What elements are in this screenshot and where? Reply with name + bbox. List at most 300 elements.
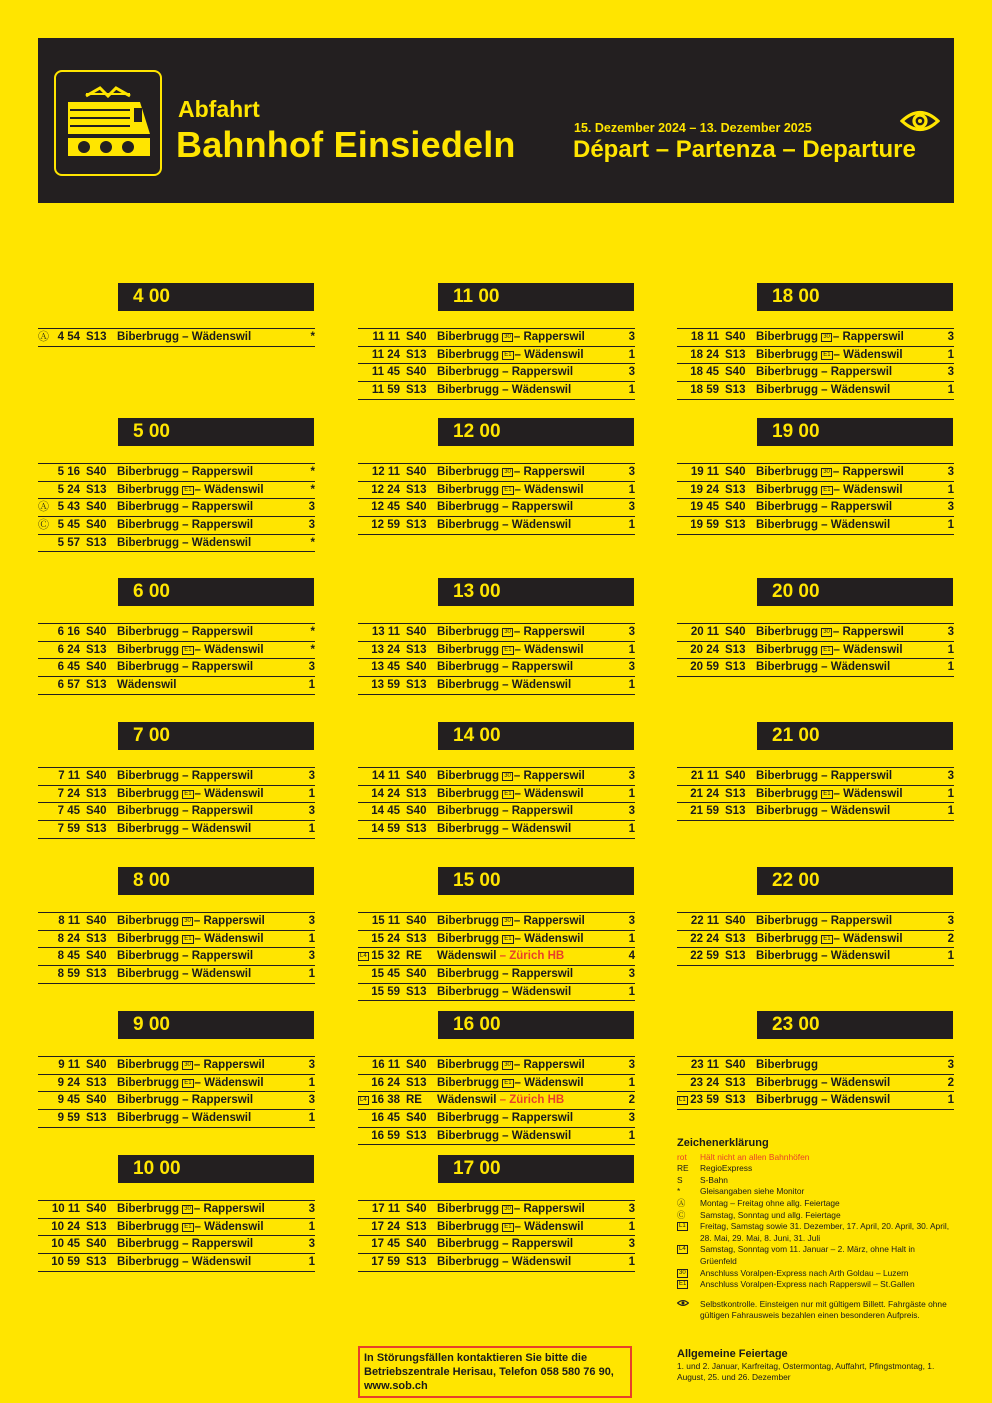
platform: 3 [308, 661, 315, 674]
departure-time: 10 24 [51, 1220, 80, 1233]
destination-text: Biberbrugg [117, 932, 179, 945]
platform: * [310, 643, 315, 656]
departure-time: 14 24 [371, 787, 400, 800]
departure-time: 22 24 [690, 932, 719, 945]
destination-text: Biberbrugg – Rapperswil [437, 805, 574, 818]
destination-text: Biberbrugg [437, 1220, 499, 1233]
train-line: S40 [86, 1203, 107, 1215]
destination [117, 482, 264, 499]
legend-eye-text: Selbstkontrolle. Einsteigen nur mit gültigem Billett. Fahrgäste ohne gültigen Fahrausweis bezahlen einen besonderen Aufpreis. [700, 1298, 947, 1321]
departure-list [677, 463, 954, 535]
hour-label: 10 00 [118, 1155, 314, 1183]
destination-text: Biberbrugg [437, 483, 499, 496]
train-line: S13 [725, 519, 746, 532]
platform: 3 [947, 770, 954, 782]
destination [117, 948, 253, 965]
departure-row [358, 364, 635, 382]
connection-symbol-icon: E1 [184, 1079, 192, 1086]
departure-row [38, 913, 315, 931]
departure-time: 20 24 [690, 643, 719, 656]
hour-label: 17 00 [438, 1155, 634, 1183]
departure-time: 5 57 [57, 536, 80, 549]
destination-text: Biberbrugg – Rapperswil [117, 519, 254, 532]
destination-text-2: – Wädenswil [833, 787, 903, 800]
destination [756, 913, 892, 930]
departure-row [358, 1219, 635, 1237]
legend-item [677, 1279, 957, 1291]
train-line: S40 [86, 805, 107, 818]
departure-time: 10 11 [51, 1203, 80, 1215]
connection-symbol-icon: E1 [504, 646, 512, 653]
departure-row [358, 624, 635, 642]
destination-text: Biberbrugg [117, 915, 179, 927]
train-line: S13 [86, 679, 107, 692]
legend-key [677, 1244, 700, 1256]
destination [117, 659, 253, 676]
destination [117, 1201, 265, 1218]
disruption-notice: In Störungsfällen kontaktieren Sie bitte die Betriebszentrale Herisau, Telefon 058 580 76 90, www.sob.ch [358, 1346, 632, 1398]
destination-text: Biberbrugg – Rapperswil [437, 968, 574, 981]
departure-row [358, 482, 635, 500]
destination-text-2: – Rapperswil [832, 466, 904, 478]
train-line: S40 [406, 1238, 427, 1251]
departure-time: 12 45 [371, 501, 400, 514]
departure-time: 5 43 [57, 501, 80, 514]
hour-label: 12 00 [438, 418, 634, 446]
destination [117, 517, 253, 534]
departure-row [677, 913, 954, 931]
departure-time: 11 24 [371, 348, 400, 361]
legend-item [677, 1221, 957, 1244]
destination [756, 624, 904, 641]
platform: 3 [308, 1203, 315, 1215]
departure-time: 12 59 [371, 519, 400, 532]
destination-text: Biberbrugg [437, 1203, 499, 1215]
departure-time: 10 59 [51, 1256, 80, 1269]
destination-text: Biberbrugg – Wädenswil [756, 950, 891, 963]
destination-text: Biberbrugg [117, 787, 179, 800]
departure-row [38, 464, 315, 482]
destination [437, 948, 564, 965]
departure-row [38, 1254, 315, 1272]
train-line: S40 [406, 1112, 427, 1125]
connection-symbol-icon: 30 [504, 1206, 511, 1212]
train-logo-icon [54, 70, 162, 176]
destination-text: Biberbrugg – Wädenswil [117, 968, 252, 981]
departure-time: 7 45 [57, 805, 80, 818]
destination [756, 347, 903, 364]
train-line: S13 [86, 483, 107, 496]
destination-text: Biberbrugg – Wädenswil [117, 823, 252, 836]
destination [117, 1092, 253, 1109]
departure-row [358, 786, 635, 804]
platform: 3 [628, 1203, 635, 1215]
destination-text-2: – Wädenswil [833, 932, 903, 945]
legend-key [677, 1268, 700, 1280]
departure-list [677, 912, 954, 966]
departure-time: 19 11 [690, 466, 719, 478]
destination-red-text: – Zürich HB [499, 1094, 565, 1107]
departure-list [358, 912, 635, 1001]
departure-row [38, 1236, 315, 1254]
train-line: S13 [406, 679, 427, 692]
connection-symbol-icon: 30 [823, 629, 830, 635]
departure-time: 17 59 [371, 1256, 400, 1269]
legend-value: Anschluss Voralpen-Express nach Arth Goldau – Luzern [700, 1267, 909, 1278]
departure-row [358, 984, 635, 1002]
departure-row [38, 329, 315, 347]
train-line: S40 [725, 915, 746, 927]
departure-time: 8 24 [57, 932, 80, 945]
departure-time: 22 11 [690, 915, 719, 927]
departure-time: 6 16 [57, 626, 80, 638]
departure-row [358, 768, 635, 786]
departure-row [358, 499, 635, 517]
platform: 1 [947, 384, 954, 397]
destination [117, 499, 253, 516]
train-line: S13 [86, 1076, 107, 1089]
destination [437, 1057, 585, 1074]
train-line: S13 [725, 1076, 746, 1089]
destination-text: Biberbrugg [437, 331, 499, 343]
destination [756, 1057, 818, 1074]
legend-value: Montag – Freitag ohne allg. Feiertage [700, 1197, 840, 1208]
train-line: S40 [86, 770, 107, 782]
train-line: S13 [86, 643, 107, 656]
destination-text: Biberbrugg – Rapperswil [117, 770, 254, 782]
platform: 1 [308, 823, 315, 836]
destination [117, 1057, 265, 1074]
departure-time: 5 16 [57, 466, 80, 478]
departure-list [38, 623, 315, 695]
departure-list [358, 623, 635, 695]
train-line: S40 [725, 1059, 746, 1071]
train-line: S40 [725, 501, 746, 514]
destination [756, 517, 890, 534]
departure-time: 13 24 [371, 643, 400, 656]
train-line: S13 [406, 483, 427, 496]
departure-row [38, 948, 315, 966]
platform: 1 [308, 1220, 315, 1233]
destination-text: Biberbrugg [437, 626, 499, 638]
departure-row [38, 803, 315, 821]
departure-row [358, 1128, 635, 1146]
destination-text: Biberbrugg – Rapperswil [437, 661, 574, 674]
train-line: S40 [406, 805, 427, 818]
destination [117, 1254, 251, 1271]
platform: 3 [947, 366, 954, 379]
destination-text: Biberbrugg – Rapperswil [117, 1238, 254, 1251]
destination-text: Biberbrugg – Rapperswil [756, 366, 893, 379]
destination [437, 364, 573, 381]
departure-row [358, 1092, 635, 1110]
departure-time: 4 54 [57, 331, 80, 343]
destination [437, 329, 585, 346]
departure-row [358, 1254, 635, 1272]
departure-row [677, 659, 954, 677]
hour-label: 4 00 [118, 283, 314, 311]
departure-time: 11 11 [372, 331, 400, 343]
destination [756, 1075, 890, 1092]
departure-row [677, 803, 954, 821]
departure-time: 19 59 [690, 519, 719, 532]
departure-row [677, 948, 954, 966]
destination-text: Biberbrugg [437, 932, 499, 945]
train-line: S40 [86, 1094, 107, 1107]
train-line: S40 [406, 1059, 427, 1071]
departure-row [358, 803, 635, 821]
departure-time: 17 11 [371, 1203, 400, 1215]
destination [117, 803, 253, 820]
destination-text-2: – Wädenswil [833, 483, 903, 496]
departure-row [38, 786, 315, 804]
destination [437, 966, 573, 983]
legend-value: S-Bahn [700, 1174, 728, 1185]
departure-time: 8 59 [57, 968, 80, 981]
departure-row [358, 642, 635, 660]
small-eye-icon [677, 1299, 700, 1311]
destination-text-2: – Wädenswil [194, 1076, 264, 1089]
departure-time: 23 59 [690, 1094, 719, 1107]
train-line: S13 [406, 643, 427, 656]
connection-symbol-icon: 30 [823, 334, 830, 340]
destination-text-2: – Wädenswil [514, 932, 584, 945]
destination [117, 1110, 251, 1127]
destination-text-2: – Rapperswil [513, 466, 585, 478]
destination-text: Wädenswil [437, 1094, 497, 1107]
destination-text: Biberbrugg – Rapperswil [117, 466, 254, 478]
legend-key: * [677, 1186, 681, 1197]
destination [437, 768, 585, 785]
departure-time: 7 59 [57, 823, 80, 836]
train-line: S13 [406, 823, 427, 836]
destination [437, 1219, 584, 1236]
destination-text-2: – Wädenswil [194, 483, 264, 496]
destination-text: Biberbrugg – Rapperswil [756, 770, 893, 782]
platform: 3 [308, 950, 315, 963]
destination-text: Biberbrugg – Rapperswil [437, 1238, 574, 1251]
hour-label: 22 00 [757, 867, 953, 895]
hour-label: 6 00 [118, 578, 314, 606]
platform: 1 [628, 787, 635, 800]
destination-text: Biberbrugg – Rapperswil [756, 915, 893, 927]
platform: 3 [947, 1059, 954, 1071]
departure-time: 11 45 [371, 366, 400, 379]
destination-text: Biberbrugg [437, 1059, 499, 1071]
legend-key [677, 1279, 700, 1291]
legend-value: Freitag, Samstag sowie 31. Dezember, 17. April, 20. April, 30. April, 28. Mai, 29. Mai, 8. Juni, 31. Juli [700, 1221, 950, 1243]
destination-text: Biberbrugg – Wädenswil [117, 331, 252, 343]
destination [756, 786, 903, 803]
destination-text-2: – Rapperswil [193, 1203, 265, 1215]
departure-list [677, 1056, 954, 1110]
destination-text: Biberbrugg [756, 331, 818, 343]
platform: 3 [308, 1059, 315, 1071]
platform: 1 [628, 679, 635, 692]
connection-symbol-icon: 30 [823, 469, 830, 475]
legend [677, 1138, 957, 1322]
legend-item [677, 1268, 957, 1280]
departure-list [358, 328, 635, 400]
destination-text: Biberbrugg – Wädenswil [756, 1094, 891, 1107]
marker-symbol-icon: L4 [360, 1097, 367, 1104]
platform: 3 [628, 1238, 635, 1251]
departure-row [358, 382, 635, 400]
departure-time: 19 45 [690, 501, 719, 514]
train-line: S40 [86, 915, 107, 927]
destination [437, 624, 585, 641]
destination-text: Biberbrugg [437, 787, 499, 800]
destination-text: Biberbrugg – Wädenswil [756, 519, 891, 532]
train-line: S13 [725, 384, 746, 397]
departure-row [358, 913, 635, 931]
legend-key: Ⓒ [677, 1209, 686, 1220]
train-line: S40 [406, 466, 427, 478]
departure-time: 6 57 [57, 679, 80, 692]
marker-symbol-icon: L1 [679, 1097, 686, 1104]
connection-symbol-icon: 30 [504, 629, 511, 635]
hour-label: 16 00 [438, 1011, 634, 1039]
departure-row [677, 1075, 954, 1093]
legend-symbol-icon: 30 [679, 1269, 686, 1276]
platform: 1 [947, 348, 954, 361]
destination-text: Biberbrugg – Rapperswil [437, 501, 574, 514]
departure-row [358, 948, 635, 966]
destination-text-2: – Rapperswil [513, 915, 585, 927]
train-line: S13 [406, 985, 427, 998]
page-title: Bahnhof Einsiedeln [176, 124, 516, 165]
platform: 3 [308, 805, 315, 818]
train-line: S13 [725, 950, 746, 963]
destination-text: Biberbrugg – Wädenswil [756, 661, 891, 674]
platform: 3 [628, 915, 635, 927]
departure-list [38, 463, 315, 552]
hour-label: 18 00 [757, 283, 953, 311]
connection-symbol-icon: 30 [184, 1206, 191, 1212]
platform: 1 [947, 483, 954, 496]
departure-time: 6 45 [57, 661, 80, 674]
departure-time: 10 45 [51, 1238, 80, 1251]
train-line: S40 [86, 1238, 107, 1251]
platform: 1 [947, 1094, 954, 1107]
destination-text-2: – Wädenswil [194, 643, 264, 656]
train-line: S40 [406, 915, 427, 927]
departure-row [38, 931, 315, 949]
hour-label: 11 00 [438, 283, 634, 311]
hour-label: 21 00 [757, 722, 953, 750]
destination-text: Biberbrugg – Wädenswil [437, 823, 572, 836]
departure-list [358, 463, 635, 535]
departure-list [677, 767, 954, 821]
destination [117, 1219, 264, 1236]
destination-text-2: – Rapperswil [513, 331, 585, 343]
departure-row [358, 1201, 635, 1219]
destination-text: Biberbrugg [117, 483, 179, 496]
departure-time: 23 11 [690, 1059, 719, 1071]
platform: 1 [628, 1256, 635, 1269]
train-line: S13 [406, 787, 427, 800]
destination-text-2: – Rapperswil [513, 770, 585, 782]
legend-value: Anschluss Voralpen-Express nach Rapperswil – St.Gallen [700, 1279, 915, 1290]
train-line: S13 [725, 1094, 746, 1107]
departure-row [38, 1075, 315, 1093]
train-line: S40 [725, 466, 746, 478]
departure-row [38, 1092, 315, 1110]
train-line: S13 [725, 661, 746, 674]
departure-row [677, 931, 954, 949]
train-line: S40 [86, 661, 107, 674]
departure-time: 16 38 [371, 1094, 400, 1107]
destination-text-2: – Wädenswil [514, 483, 584, 496]
departure-time: 14 45 [371, 805, 400, 818]
destination-text: Biberbrugg – Wädenswil [437, 384, 572, 397]
departure-row [677, 517, 954, 535]
destination [437, 786, 584, 803]
platform: 3 [628, 1112, 635, 1125]
destination-text: Biberbrugg [756, 466, 818, 478]
destination-text: Biberbrugg – Wädenswil [117, 1256, 252, 1269]
destination [117, 786, 264, 803]
departure-time: 8 45 [57, 950, 80, 963]
departure-row [38, 768, 315, 786]
destination [756, 329, 904, 346]
departure-row [38, 1057, 315, 1075]
legend-key: S [677, 1174, 683, 1185]
destination-text-2: – Wädenswil [194, 932, 264, 945]
destination-text-2: – Wädenswil [514, 348, 584, 361]
destination [756, 948, 890, 965]
train-line: S13 [725, 643, 746, 656]
departure-time: 5 45 [57, 519, 80, 532]
destination-text-2: – Wädenswil [514, 787, 584, 800]
destination [756, 803, 890, 820]
platform: 3 [628, 626, 635, 638]
destination [117, 677, 176, 694]
train-line: S40 [406, 1203, 427, 1215]
row-marker: Ⓒ [38, 519, 49, 532]
train-line: S13 [86, 823, 107, 836]
row-marker: Ⓐ [38, 501, 49, 514]
destination-text: Biberbrugg [437, 1076, 499, 1089]
destination [756, 642, 903, 659]
platform: 1 [628, 1076, 635, 1089]
platform: 3 [947, 501, 954, 514]
platform: 3 [628, 661, 635, 674]
train-line: S40 [725, 770, 746, 782]
destination-text: Biberbrugg – Wädenswil [437, 679, 572, 692]
platform: 1 [308, 1076, 315, 1089]
departure-time: 6 24 [57, 643, 80, 656]
marker-symbol-icon: L4 [360, 953, 367, 960]
platform: 1 [628, 483, 635, 496]
header-languages: Départ – Partenza – Departure [573, 136, 916, 163]
legend-value: Gleisangaben siehe Monitor [700, 1186, 805, 1197]
destination-text: Wädenswil [117, 679, 177, 692]
platform: 1 [947, 519, 954, 532]
departure-row [677, 464, 954, 482]
departure-time: 7 11 [58, 770, 80, 782]
connection-symbol-icon: E1 [504, 486, 512, 493]
destination-text: Biberbrugg – Wädenswil [756, 384, 891, 397]
platform: 3 [308, 519, 315, 532]
departure-row [677, 347, 954, 365]
destination [437, 642, 584, 659]
destination-text: Biberbrugg – Wädenswil [756, 1076, 891, 1089]
destination [117, 624, 253, 641]
destination [437, 1236, 573, 1253]
hour-label: 8 00 [118, 867, 314, 895]
legend-item [677, 1152, 957, 1164]
